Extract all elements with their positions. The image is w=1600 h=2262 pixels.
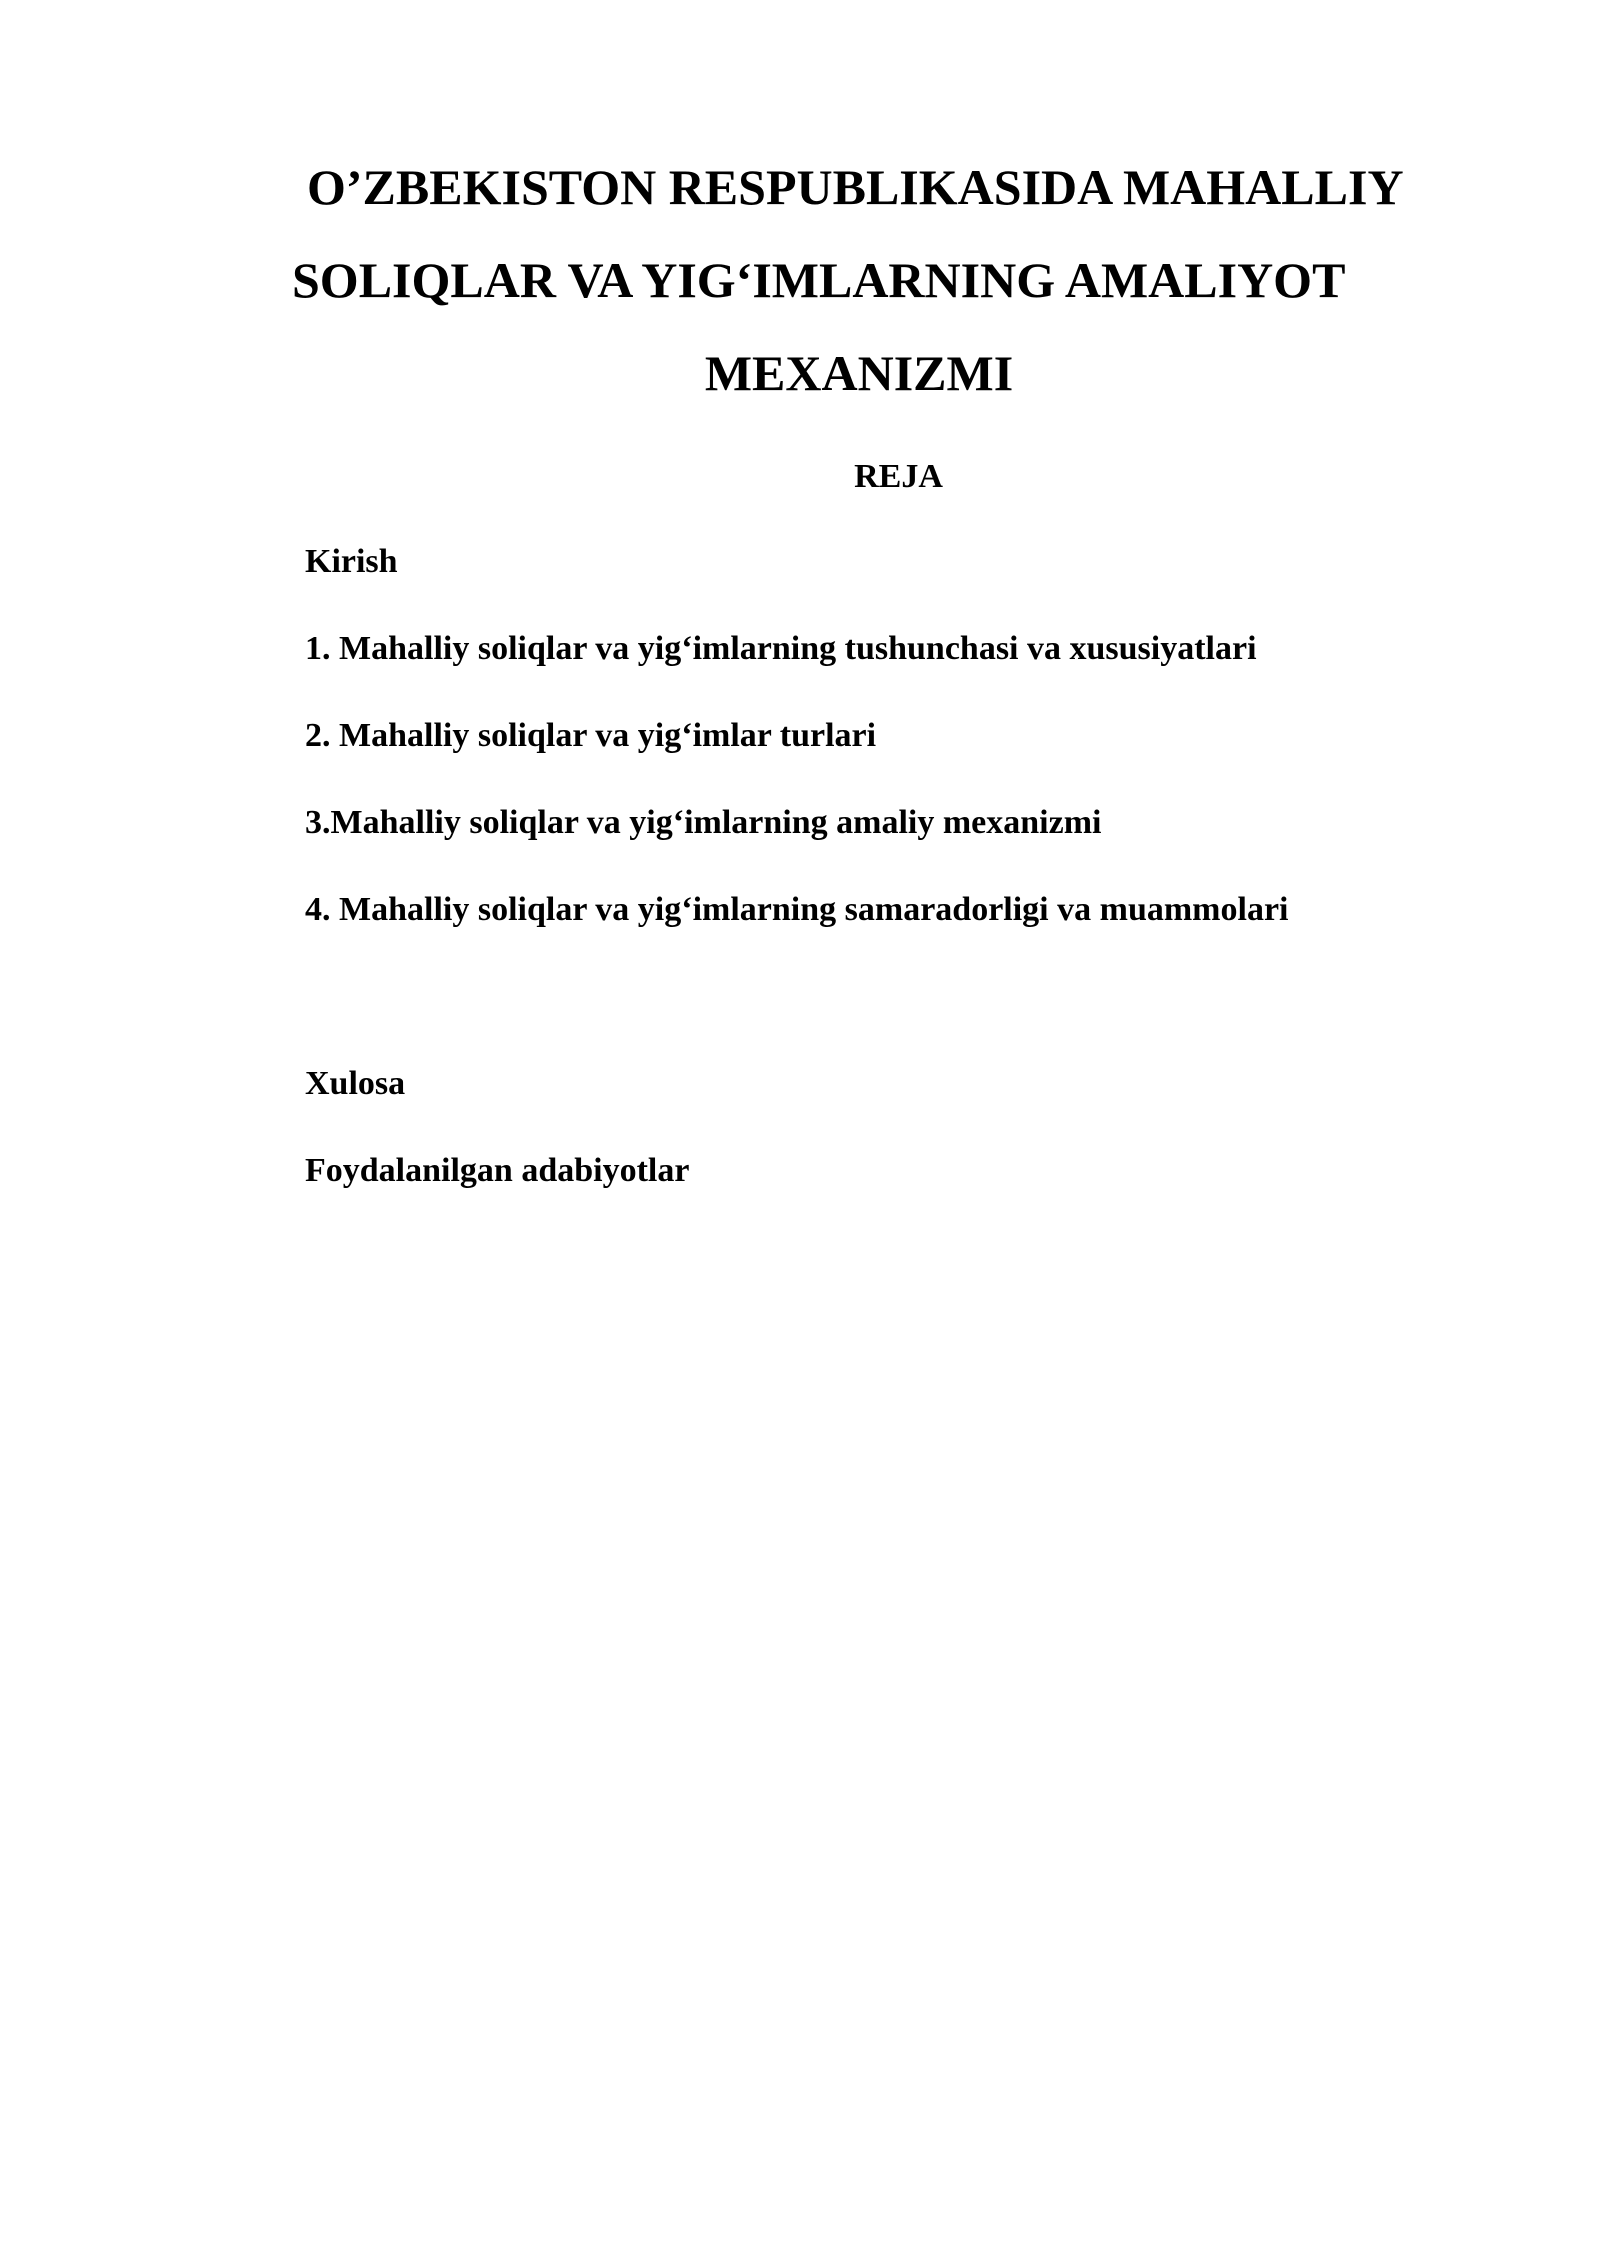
- document-title-line-3: MEXANIZMI: [704, 345, 1014, 401]
- toc-item-2: 2. Mahalliy soliqlar va yig‘imlar turlari: [305, 717, 877, 754]
- document-title-line-2: SOLIQLAR VA YIG‘IMLARNING AMALIYOT: [292, 252, 1346, 308]
- toc-item-references: Foydalanilgan adabiyotlar: [305, 1152, 690, 1189]
- toc-item-4: 4. Mahalliy soliqlar va yig‘imlarning samaradorligi va muammolari: [305, 891, 1289, 928]
- document-title-line-1: O’ZBEKISTON RESPUBLIKASIDA MAHALLIY: [307, 159, 1404, 215]
- toc-item-1: 1. Mahalliy soliqlar va yig‘imlarning tushunchasi va xususiyatlari: [305, 630, 1257, 667]
- toc-item-conclusion: Xulosa: [305, 1065, 406, 1102]
- toc-item-introduction: Kirish: [305, 543, 398, 580]
- toc-item-3: 3.Mahalliy soliqlar va yig‘imlarning amaliy mexanizmi: [305, 804, 1102, 841]
- plan-heading: REJA: [854, 458, 943, 495]
